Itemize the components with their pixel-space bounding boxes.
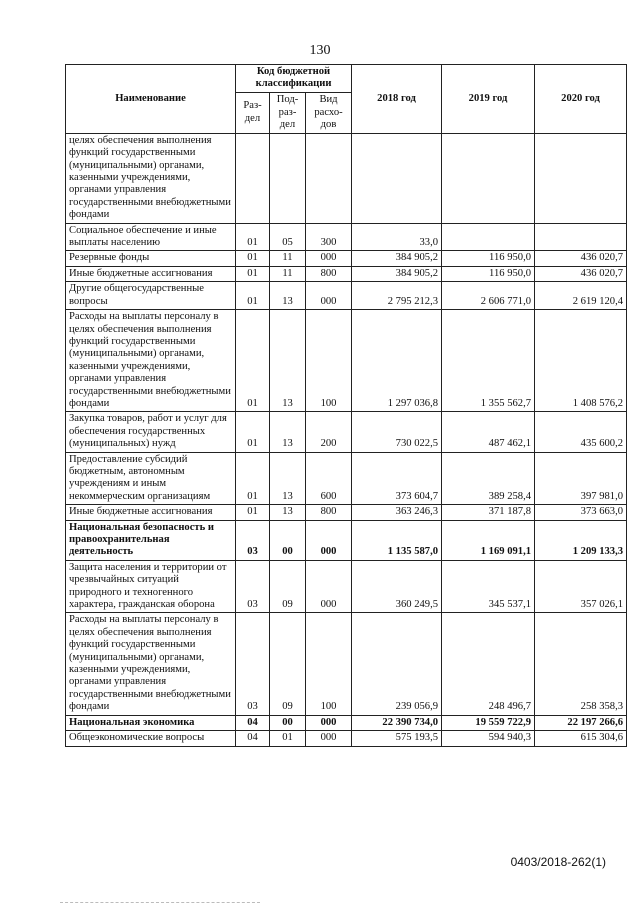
cell-expense-type: 800 <box>306 505 352 520</box>
cell-subsection: 00 <box>270 715 306 730</box>
cell-2019 <box>442 223 535 251</box>
cell-2020: 397 981,0 <box>535 452 627 505</box>
cell-section: 04 <box>236 731 270 746</box>
cell-name: Другие общегосударственные вопросы <box>66 282 236 310</box>
header-2019: 2019 год <box>442 65 535 134</box>
table-row <box>66 505 627 520</box>
cell-2019 <box>442 133 535 223</box>
header-subsection: Под-раз-дел <box>270 92 306 133</box>
cell-2019: 116 950,0 <box>442 251 535 266</box>
cell-expense-type: 000 <box>306 251 352 266</box>
cell-section: 01 <box>236 223 270 251</box>
cell-subsection: 09 <box>270 560 306 613</box>
cell-2018: 360 249,5 <box>352 560 442 613</box>
cell-subsection <box>270 133 306 223</box>
table-row <box>66 282 627 310</box>
cell-name: Защита населения и территории от чрезвычайных ситуаций природного и техногенного характера, гражданская оборона <box>66 560 236 613</box>
cell-name: Национальная экономика <box>66 715 236 730</box>
cell-2018: 239 056,9 <box>352 613 442 715</box>
cell-section: 03 <box>236 613 270 715</box>
cell-section: 01 <box>236 282 270 310</box>
cell-subsection: 11 <box>270 251 306 266</box>
cell-name: Расходы на выплаты персоналу в целях обеспечения выполнения функций государственными (муниципальными) органами, казенными учреждениями, органами управления государственными внебюджетными фондами <box>66 310 236 412</box>
table-row <box>66 613 627 715</box>
cell-section: 03 <box>236 520 270 560</box>
cell-2019: 2 606 771,0 <box>442 282 535 310</box>
budget-table <box>65 64 627 747</box>
cell-name: Социальное обеспечение и иные выплаты населению <box>66 223 236 251</box>
cell-name: Иные бюджетные ассигнования <box>66 505 236 520</box>
cell-2020 <box>535 133 627 223</box>
cell-expense-type: 000 <box>306 560 352 613</box>
cell-2018: 33,0 <box>352 223 442 251</box>
table-row <box>66 520 627 560</box>
table-row <box>66 715 627 730</box>
cell-section <box>236 133 270 223</box>
table-row <box>66 310 627 412</box>
cell-subsection: 13 <box>270 412 306 452</box>
cell-2018: 1 135 587,0 <box>352 520 442 560</box>
cell-expense-type <box>306 133 352 223</box>
cell-2019: 19 559 722,9 <box>442 715 535 730</box>
cell-section: 01 <box>236 251 270 266</box>
cell-2019: 389 258,4 <box>442 452 535 505</box>
cell-section: 01 <box>236 505 270 520</box>
cell-2020: 1 408 576,2 <box>535 310 627 412</box>
cell-2020: 22 197 266,6 <box>535 715 627 730</box>
cell-expense-type: 000 <box>306 282 352 310</box>
cell-section: 01 <box>236 310 270 412</box>
table-row <box>66 452 627 505</box>
cell-expense-type: 200 <box>306 412 352 452</box>
cell-2020: 435 600,2 <box>535 412 627 452</box>
header-section: Раз-дел <box>236 92 270 133</box>
cell-2019: 248 496,7 <box>442 613 535 715</box>
cell-2020: 615 304,6 <box>535 731 627 746</box>
cell-2019: 1 169 091,1 <box>442 520 535 560</box>
header-expense-type: Вид расхо-дов <box>306 92 352 133</box>
table-row <box>66 133 627 223</box>
cell-name: Резервные фонды <box>66 251 236 266</box>
header-2020: 2020 год <box>535 65 627 134</box>
cell-2020: 436 020,7 <box>535 266 627 281</box>
cell-2020 <box>535 223 627 251</box>
cell-2018: 384 905,2 <box>352 266 442 281</box>
cell-subsection: 05 <box>270 223 306 251</box>
cell-subsection: 00 <box>270 520 306 560</box>
document-code: 0403/2018-262(1) <box>510 855 606 869</box>
cell-subsection: 13 <box>270 282 306 310</box>
cell-2020: 436 020,7 <box>535 251 627 266</box>
cell-subsection: 11 <box>270 266 306 281</box>
cell-2018: 2 795 212,3 <box>352 282 442 310</box>
table-row <box>66 223 627 251</box>
header-row-top <box>66 65 627 93</box>
cell-2019: 116 950,0 <box>442 266 535 281</box>
cell-2019: 487 462,1 <box>442 412 535 452</box>
table-row <box>66 560 627 613</box>
cell-2018: 22 390 734,0 <box>352 715 442 730</box>
cell-2018: 575 193,5 <box>352 731 442 746</box>
cell-subsection: 13 <box>270 505 306 520</box>
cell-subsection: 01 <box>270 731 306 746</box>
cell-expense-type: 000 <box>306 520 352 560</box>
budget-table-body <box>66 133 627 746</box>
cell-2020: 2 619 120,4 <box>535 282 627 310</box>
cell-2019: 345 537,1 <box>442 560 535 613</box>
cell-expense-type: 100 <box>306 613 352 715</box>
cell-subsection: 09 <box>270 613 306 715</box>
cell-section: 01 <box>236 452 270 505</box>
cell-expense-type: 800 <box>306 266 352 281</box>
cell-expense-type: 600 <box>306 452 352 505</box>
cell-name: Расходы на выплаты персоналу в целях обеспечения выполнения функций государственными (муниципальными) органами, казенными учреждениями, органами управления государственными внебюджетными фондами <box>66 613 236 715</box>
cell-name: Национальная безопасность и правоохранительная деятельность <box>66 520 236 560</box>
cell-2018: 384 905,2 <box>352 251 442 266</box>
cell-2020: 357 026,1 <box>535 560 627 613</box>
cell-2018: 373 604,7 <box>352 452 442 505</box>
page-edge-mark <box>60 902 260 903</box>
cell-section: 04 <box>236 715 270 730</box>
header-name: Наименование <box>66 65 236 134</box>
cell-2019: 371 187,8 <box>442 505 535 520</box>
cell-2018: 1 297 036,8 <box>352 310 442 412</box>
cell-2019: 594 940,3 <box>442 731 535 746</box>
cell-name: Предоставление субсидий бюджетным, автономным учреждениям и иным некоммерческим организациям <box>66 452 236 505</box>
cell-name: Общеэкономические вопросы <box>66 731 236 746</box>
cell-section: 03 <box>236 560 270 613</box>
cell-subsection: 13 <box>270 310 306 412</box>
cell-2020: 1 209 133,3 <box>535 520 627 560</box>
cell-expense-type: 300 <box>306 223 352 251</box>
table-row <box>66 412 627 452</box>
cell-2020: 258 358,3 <box>535 613 627 715</box>
cell-name: Закупка товаров, работ и услуг для обеспечения государственных (муниципальных) нужд <box>66 412 236 452</box>
header-code-group: Код бюджетной классификации <box>236 65 352 93</box>
cell-subsection: 13 <box>270 452 306 505</box>
cell-expense-type: 100 <box>306 310 352 412</box>
table-row <box>66 731 627 746</box>
cell-2018: 730 022,5 <box>352 412 442 452</box>
cell-2018 <box>352 133 442 223</box>
page-number: 130 <box>309 43 331 58</box>
table-row <box>66 251 627 266</box>
cell-2020: 373 663,0 <box>535 505 627 520</box>
cell-section: 01 <box>236 412 270 452</box>
cell-section: 01 <box>236 266 270 281</box>
cell-name: Иные бюджетные ассигнования <box>66 266 236 281</box>
cell-expense-type: 000 <box>306 715 352 730</box>
cell-name: целях обеспечения выполнения функций государственными (муниципальными) органами, казенными учреждениями, органами управления государственными внебюджетными фондами <box>66 133 236 223</box>
cell-expense-type: 000 <box>306 731 352 746</box>
table-row <box>66 266 627 281</box>
header-2018: 2018 год <box>352 65 442 134</box>
cell-2019: 1 355 562,7 <box>442 310 535 412</box>
cell-2018: 363 246,3 <box>352 505 442 520</box>
